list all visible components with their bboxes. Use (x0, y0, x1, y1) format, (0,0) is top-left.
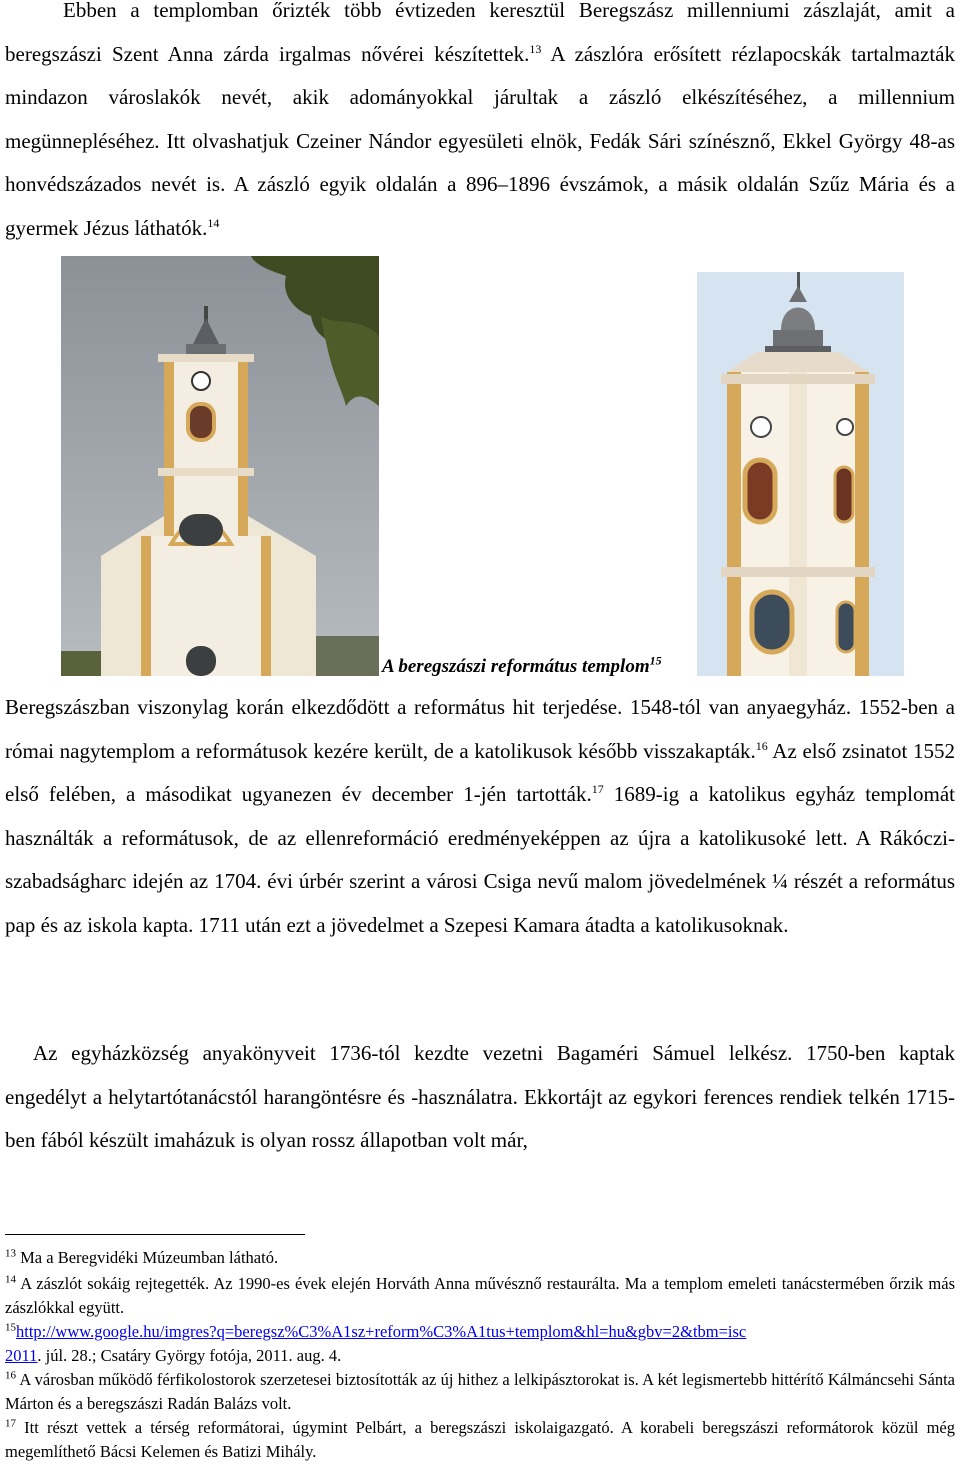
source-link-continued[interactable]: 2011 (5, 1346, 38, 1365)
source-link[interactable]: http://www.google.hu/imgres?q=beregsz%C3%A1sz+reform%C3%A1tus+templom&hl=hu&gbv=2&tbm=isc (16, 1322, 747, 1341)
footnote-16: $^{16}$ A városban működő férfikolostorok szerzetesei biztosították az új hithez a lelkipásztorokat is. A két legismertebb hittérítő Kálmáncsehi Sánta Márton és a beregszászi Radán Balázs volt. (5, 1369, 955, 1413)
footnote-ref-16[interactable]: 16 (755, 738, 768, 753)
footnote-17: $^{17}$ Itt részt vettek a térség reformátorai, úgymint Pelbárt, a beregszászi iskolaigazgató. A korabeli beregszászi reformátorok közül még megemlíthető Bácsi Kelemen és Batizi Mihály. (5, 1417, 955, 1461)
church-photo-left (61, 256, 379, 676)
footnote-ref-13[interactable]: 13 (529, 41, 542, 56)
footnote-13: $^{13}$ Ma a Beregvidéki Múzeumban látható. (5, 1247, 279, 1267)
paragraph-flag-text: Ebben a templomban őrizték több évtizeden keresztül Beregszász millenniumi zászlaját, amit a beregszászi Szent Anna zárda irgalmas nővérei készítettek.$^{13}$ A zászlóra erősített rézlapocskák tartalmazták mindazon városlakók nevét, akik adományokkal járultak a zászló elkészítéséhez, a millennium megünnepléséhez. Itt olvashatjuk Czeiner Nándor egyesületi elnök, Fedák Sári színésznő, Ekkel György 48-as honvédszázados nevét is. A zászló egyik oldalán a 896–1896 évszámok, a másik oldalán Szűz Mária és a gyermek Jézus láthatók.$^{14}$ (5, 0, 955, 240)
footnote-14: $^{14}$ A zászlót sokáig rejtegették. Az 1990-es évek elején Horváth Anna művésznő restaurálta. Ma a templom emeleti tanácstermében őrzik más zászlókkal együtt. (5, 1273, 955, 1317)
footnote-ref-15[interactable]: 15 (649, 653, 662, 668)
paragraph-flag (5, 0, 955, 250)
figure-caption: A beregszászi református templom$^{15}$ (382, 653, 662, 677)
footnote-15: $^{15}$http://www.google.hu/imgres?q=beregsz%C3%A1sz+reform%C3%A1tus+templom&hl=hu&gbv=2&tbm=isc 2011. júl. 28.; Csatáry György fotója, 2011. aug. 4. (5, 1321, 747, 1365)
paragraph-registers: Az egyházközség anyakönyveit 1736-tól kezdte vezetni Bagaméri Sámuel lelkész. 1750-ben kaptak engedélyt a helytartótanácstól harangöntésre és -használatra. Ekkortájt az egykori ferences rendiek telkén 1715-ben fából készült imaházuk is olyan rossz állapotban volt már, (5, 1041, 955, 1152)
footnote-ref-17[interactable]: 17 (591, 782, 604, 796)
church-photo-right (697, 272, 904, 676)
footnote-ref-14[interactable]: 14 (207, 215, 220, 230)
footnote-separator (5, 1234, 305, 1235)
paragraph-reformation: Beregszászban viszonylag korán elkezdődött a református hit terjedése. 1548-tól van anyaegyház. 1552-ben a római nagytemplom a reformátusok kezére került, de a katolikusok később visszakapták.$^{16}$ Az első zsinatot 1552 első felében, a másodikat ugyanezen év december 1-jén tartották.$^{17}$ 1689-ig a katolikus egyház templomát használták a reformátusok, de az ellenreformáció eredményeképpen az újra a katolikusoké lett. A Rákóczi-szabadságharc idején az 1704. évi úrbér szerint a városi Csiga nevű malom jövedelmének ¼ részét a református pap és az iskola kapta. 1711 után ezt a jövedelmet a Szepesi Kamara átadta a katolikusoknak. (5, 695, 956, 937)
